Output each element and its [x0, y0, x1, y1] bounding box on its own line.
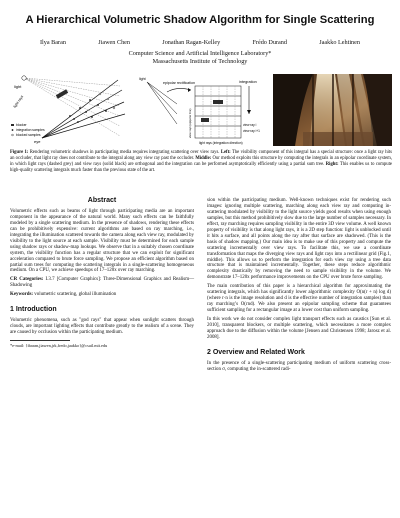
caption-left-text: The visibility component of this integral has a special structure: once a light ray hits an occluder, that light ray does not contribute to the integral along any view ray past the occluder.: [10, 150, 392, 161]
keywords-label: Keywords:: [10, 292, 34, 298]
view-ray-i1-label: view ray i+1: [243, 129, 260, 133]
affiliation-line: Massachusetts Institute of Technology: [152, 57, 248, 65]
caption-right-text: This enables us to compute high-quality scattering integrals much faster than the previous state of the art.: [10, 161, 392, 173]
left-column: [10, 198, 194, 348]
author: Ilya Baran: [40, 39, 66, 46]
axis-side-label: view rays (epipolar line): [188, 108, 192, 138]
view-ray-i-label: view ray i: [243, 123, 257, 127]
paper-title: A Hierarchical Volumetric Shadow Algorithm for Single Scattering: [25, 14, 375, 26]
cr-text: I.3.7 [Computer Graphics]: Three-Dimensional Graphics and Realism—Shadowing: [10, 277, 195, 289]
caption-middle-text: Our method exploits this structure by computing the integrals in an epipolar coordinate system, in which light rays (dashed grey) and view rays (solid black) are orthogonal and the integration can be performed asymptotically efficiently using a partial sum tree.: [10, 155, 392, 167]
legend-blocker: blocker: [16, 123, 27, 127]
footnote-rule: [10, 340, 70, 341]
legend-blocked: blocked samples: [16, 133, 41, 137]
epipolar-label: epipolar rectification: [163, 81, 195, 85]
cr-label: CR Categories:: [10, 277, 44, 283]
cr-categories: [10, 277, 194, 289]
legend-integration: integration samples: [16, 128, 45, 132]
eye-label: eye: [34, 139, 41, 144]
author-list: [40, 39, 360, 46]
caption-middle-label: Middle:: [195, 155, 212, 161]
caption-label: Figure 1:: [10, 150, 29, 155]
light-label: light: [14, 84, 22, 89]
right-paragraph: sion within the participating medium. Well-known techniques exist for rendering such images: ignoring multiple scattering, marching along each view ray and computing in-scattering modulated by visibility to the light source yields good results when using enough samples, but this method prohibitively slow due to the large number of samples necessary. In effect, ray marching requires sampling visibility in the entire 3D view volume. A well known property of visibility is that along light rays, it is a 2D step function: light is unblocked until it hits a surface, and all points along the ray after that surface are shadowed. (This is the basis of shadow mapping.) Our main idea is to make use of this property and compute the scattering incrementally over view rays. To facilitate this, we use a coordinate transformation that maps the diverging view rays and light rays into a rectilinear grid (Fig.1, middle). This allows us to perform the integration for each view ray using a tree data structure that is maintained incrementally. Together, these steps reduce algorithmic complexity drastically by removing the need to sample visibility in the volume. We demonstrate 17–120x performance improvements on the CPU over brute force sampling.: [207, 198, 391, 281]
affiliation-line: Computer Science and Artificial Intelligence Laboratory*: [128, 50, 272, 57]
affiliation: [0, 50, 400, 65]
caption-text: Rendering volumetric shadows in participating media requires integrating scattering over view rays.: [28, 150, 221, 155]
figure-caption: [10, 150, 392, 174]
light-rays-label: light rays: [12, 94, 25, 109]
blocker-shape: [56, 89, 68, 98]
figure-middle-diagram: [137, 74, 267, 146]
footnote-email: *e-mail: {ibaran,jiawen,jrk,fredo,jaakko}@csail.mit.edu: [10, 343, 108, 349]
keywords: [10, 292, 194, 298]
abstract-heading: Abstract: [87, 197, 117, 204]
caption-right-label: Right:: [325, 161, 339, 167]
right-paragraph: In the presence of a single-scattering participating medium of uniform scattering cross-section σ, computing the in-scattered radi-: [207, 360, 391, 372]
right-column: [207, 198, 391, 376]
right-paragraph: In this work we do not consider complex light transport effects such as caustics [Sun et al. 2010], transparent blockers, or multiple scattering, which necessitates a more complex approach due to the diffusion within the volume [Jensen and Christensen 1998; Jarosz et al. 2008].: [207, 317, 391, 340]
abstract-body: Volumetric effects such as beams of light through participating media are an important component in the appearance of the natural world. Many such effects can be faithfully modeled by a single scattering medium. In the presence of shadows, rendering these effects can be prohibitively expensive: current algorithms are based on ray marching, i.e., integrating the illumination scattered towards the camera along each view ray, modulated by visibility to the light source at each sample. Visibility must be determined for each sample using shadow rays or shadow-map lookups. We observe that in a suitably chosen coordinate system, the visibility function has a regular structure that we can exploit for significant acceleration compared to brute force sampling. We propose an efficient algorithm based on partial sum trees for computing the scattering integrals in a single-scattering homogeneous medium. On a CPU, we achieve speedups of 17–120x over ray marching.: [10, 208, 194, 274]
figure-left-diagram: [10, 74, 130, 146]
caption-left-label: Left:: [220, 150, 231, 155]
intro-body: Volumetric phenomena, such as "god rays" that appear when sunlight scatters through clouds, are important lighting effects that contribute greatly to the realism of a scene. They are caused by occlusion within the participating medium.: [10, 318, 194, 336]
author: Jonathan Ragan-Kelley: [162, 39, 221, 46]
section-2-heading: 2 Overview and Related Work: [207, 348, 305, 356]
intro-heading: 1 Introduction: [10, 306, 57, 314]
right-paragraph: The main contribution of this paper is a hierarchical algorithm for approximating the scattering integrals, which has significantly lower algorithmic complexity O(n(r + n) log d) (where r·n is the image resolution and d is the effective number of integration samples) than ray marching’s O(rnd). We also present an epipolar sampling scheme that guarantees sufficient sampling for a rectangular image at a lower cost than uniform sampling.: [207, 284, 391, 314]
author: Frédo Durand: [252, 39, 287, 46]
axis-bottom-label: light rays (integration direction): [199, 141, 243, 145]
rendered-scene-image: [273, 74, 392, 146]
light-label-mid: light: [139, 77, 146, 81]
light-source: [22, 76, 26, 80]
keywords-text: volumetric scattering, global illumination: [33, 292, 117, 298]
author: Jiawen Chen: [98, 39, 131, 46]
integration-label: integration: [239, 80, 257, 84]
author: Jaakko Lehtinen: [319, 39, 360, 46]
